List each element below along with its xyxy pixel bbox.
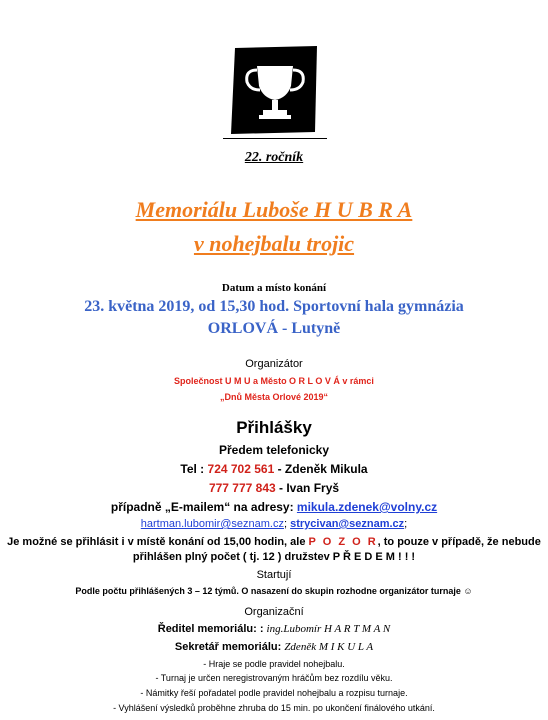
event-place: ORLOVÁ - Lutyně — [207, 320, 341, 337]
start-label: Startují — [256, 569, 292, 581]
note-pozor: P O Z O R — [308, 536, 378, 548]
note-predem: P Ř E D E M — [332, 551, 395, 563]
director-label: Ředitel memoriálu: : — [157, 623, 267, 635]
rule-item: - Turnaj je určen neregistrovaným hráčům bez rozdílu věku. — [155, 673, 393, 683]
email-line-2 — [0, 518, 548, 530]
note-text-a: Je možné se přihlásit i v místě konání od 15,00 hodin, ale — [7, 536, 309, 548]
organizer-days: „Dnů Města Orlové 2019“ — [219, 392, 329, 402]
email-line-1 — [0, 500, 548, 514]
phone-name-2: - Ivan Fryš — [275, 481, 340, 495]
event-date: 23. května 2019, od 15,30 hod. Sportovní hala gymnázia — [84, 298, 464, 315]
organizer-name: Společnost U M U a Město O R L O V Á v rámci — [174, 376, 374, 386]
secretary-line — [0, 641, 548, 653]
note-text-d: ! ! ! — [394, 551, 416, 563]
logo-underline — [223, 138, 327, 139]
email-end: ; — [404, 518, 408, 530]
note-text-c: přihlášen plný počet ( tj. 12 ) družstev — [132, 551, 333, 563]
email-separator: ; — [283, 518, 291, 530]
registration-by-phone: Předem telefonicky — [218, 443, 330, 457]
rule-item: - Vyhlášení výsledků proběhne zhruba do 15 min. po ukončení finálového utkání. — [113, 703, 435, 713]
start-text: Podle počtu přihlášených 3 – 12 týmů. O nasazení do skupin rozhodne organizátor turnaje ☺ — [75, 586, 473, 596]
organizer-label: Organizátor — [245, 358, 303, 370]
onsite-note-line-1 — [0, 536, 548, 548]
email-link-strycivan[interactable]: strycivan@seznam.cz — [290, 518, 405, 530]
director-name: ing.Lubomír H A R T M A N — [266, 623, 391, 635]
email-link-hartman[interactable]: hartman.lubomir@seznam.cz — [140, 518, 284, 530]
rule-item: - Námitky řeší pořadatel podle pravidel nohejbalu a rozpisu turnaje. — [140, 688, 408, 698]
onsite-note-line-2 — [0, 551, 548, 563]
phone-number-2[interactable]: 777 777 843 — [208, 481, 276, 495]
director-line — [0, 623, 548, 635]
organizing-label: Organizační — [244, 606, 304, 618]
secretary-label: Sekretář memoriálu: — [174, 641, 285, 653]
registration-heading: Přihlášky — [236, 418, 312, 437]
edition-label: 22. ročník — [244, 150, 304, 165]
phone-name-1: - Zdeněk Mikula — [274, 462, 368, 476]
date-place-label: Datum a místo konání — [221, 282, 327, 294]
phone-line-1 — [0, 462, 548, 476]
rule-item: - Hraje se podle pravidel nohejbalu. — [203, 659, 345, 669]
memorial-title: Memoriálu Luboše H U B R A — [135, 197, 413, 222]
phone-number-1[interactable]: 724 702 561 — [207, 462, 275, 476]
secretary-name: Zdeněk M I K U L A — [284, 641, 374, 653]
email-link-mikula[interactable]: mikula.zdenek@volny.cz — [296, 500, 438, 514]
memorial-subtitle: v nohejbalu trojic — [193, 231, 355, 256]
phone-line-2 — [0, 481, 548, 495]
email-prefix: případně „E-mailem“ na adresy: — [110, 500, 297, 514]
note-text-b: , to pouze v případě, že nebude — [377, 536, 541, 548]
trophy-cup-icon — [229, 44, 321, 136]
tel-prefix: Tel : — [180, 462, 208, 476]
